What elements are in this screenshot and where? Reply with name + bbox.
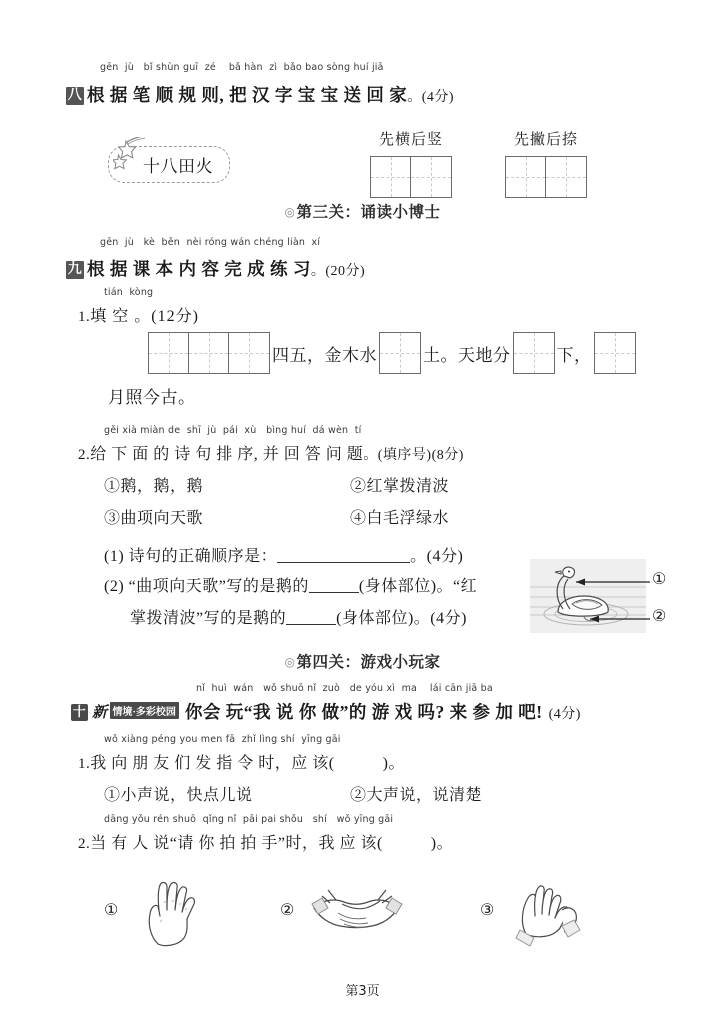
q9-2-sub-1 bbox=[104, 543, 463, 566]
grid-cell[interactable] bbox=[189, 333, 229, 373]
answer-grid-d[interactable] bbox=[594, 332, 636, 374]
q10-2-index: 2. bbox=[78, 836, 91, 852]
sub-1-text: (1) 诗句的正确顺序是： bbox=[104, 548, 278, 565]
q9-1-pinyin: tián kòng bbox=[104, 287, 154, 298]
sub-1-score: 。(4分) bbox=[410, 548, 464, 565]
section-10-pinyin: nǐ huì wán wǒ shuō nǐ zuò de yóu xì ma lái cān jiā ba bbox=[196, 683, 493, 694]
section-8-heading bbox=[66, 82, 454, 107]
q9-2-score: 。(填序号)(8分) bbox=[363, 448, 464, 463]
grid-cell[interactable] bbox=[506, 157, 546, 197]
stroke-column-1-grid[interactable] bbox=[370, 156, 452, 198]
answer-grid-c[interactable] bbox=[513, 332, 555, 374]
section-8-title: 根 据 笔 顺 规 则, 把 汉 字 宝 宝 送 回 家 bbox=[87, 85, 408, 105]
sub-2-text-d: (身体部位)。(4分) bbox=[336, 610, 467, 627]
fill-text-a: 四五，金木水 bbox=[272, 345, 377, 365]
answer-blank[interactable] bbox=[277, 547, 410, 563]
grid-cell[interactable] bbox=[371, 157, 411, 197]
stroke-column-2-label: 先撇后捺 bbox=[513, 132, 578, 148]
grid-cell[interactable] bbox=[514, 333, 554, 373]
q9-1-index: 1. bbox=[78, 309, 91, 325]
q10-2-text-a: 当 有 人 说“请 你 拍 拍 手”时，我 应 该( bbox=[90, 835, 383, 852]
section-9-score: 。(20分) bbox=[310, 264, 366, 279]
poem-line-4: ④白毛浮绿水 bbox=[350, 510, 450, 527]
q10-1-option-1[interactable]: ①小声说，快点儿说 bbox=[104, 787, 253, 804]
gate-4-marker: ◎ bbox=[284, 655, 296, 669]
q10-2-text-b: )。 bbox=[430, 835, 454, 852]
grid-cell[interactable] bbox=[380, 333, 420, 373]
open-palms-icon bbox=[134, 880, 204, 948]
swan-label-2: ② bbox=[652, 608, 667, 625]
answer-blank[interactable] bbox=[286, 609, 336, 625]
answer-grid-b[interactable] bbox=[379, 332, 421, 374]
stroke-column-1-label: 先横后竖 bbox=[378, 132, 443, 148]
gate-4-label: 第四关：游戏小玩家 bbox=[296, 654, 441, 671]
q9-2-pinyin: gěi xià miàn de shī jù pái xù bìng huí dá wèn tí bbox=[104, 425, 362, 436]
q10-1-option-2[interactable]: ②大声说，说清楚 bbox=[350, 787, 483, 804]
sub-2-text-c: 掌拨清波”写的是鹅的 bbox=[130, 610, 287, 627]
gesture-label-1: ① bbox=[104, 902, 119, 919]
stroke-column-1 bbox=[370, 128, 452, 198]
star-icon bbox=[113, 137, 147, 171]
q10-1-pinyin: wǒ xiàng péng you men fā zhǐ lìng shí yīng gāi bbox=[104, 734, 341, 745]
section-9-pinyin: gēn jù kè běn nèi róng wán chéng liàn xí bbox=[100, 237, 321, 248]
section-8-number: 八 bbox=[67, 88, 83, 103]
q9-2-sub-2-line-2 bbox=[130, 605, 467, 628]
q10-1-index: 1. bbox=[78, 756, 91, 772]
answer-grid-a[interactable] bbox=[148, 332, 270, 374]
answer-blank[interactable] bbox=[309, 577, 359, 593]
q9-1-title: 填 空 。(12分) bbox=[90, 308, 199, 325]
section-9-number: 九 bbox=[67, 262, 83, 277]
q9-2-index: 2. bbox=[78, 447, 91, 463]
gate-3-header bbox=[0, 200, 725, 222]
q9-2-heading bbox=[78, 441, 464, 464]
grid-cell[interactable] bbox=[149, 333, 189, 373]
grid-cell[interactable] bbox=[229, 333, 269, 373]
q9-1-fill-row bbox=[148, 332, 636, 374]
section-8-pinyin: gēn jù bǐ shùn guī zé bǎ hàn zì bǎo bao sòng huí jiā bbox=[100, 62, 384, 73]
page-footer: 第3页 bbox=[345, 984, 380, 999]
poem-line-2: ②红掌拨清波 bbox=[350, 478, 450, 495]
section-10-heading bbox=[71, 699, 581, 724]
section-10-title: 你会 玩“我 说 你 做”的 游 戏 吗? 来 参 加 吧! bbox=[184, 702, 543, 722]
q9-1-fill-row-2: 月照今古。 bbox=[108, 388, 196, 407]
q9-2-title: 给 下 面 的 诗 句 排 序, 并 回 答 问 题 bbox=[90, 446, 364, 463]
section-8-score: 。(4分) bbox=[407, 90, 455, 105]
section-10-number: 十 bbox=[72, 704, 87, 719]
q10-2-pinyin: dāng yǒu rén shuō qǐng nǐ pāi pai shǒu shí wǒ yīng gāi bbox=[104, 814, 394, 825]
q10-1-text-a: 我 向 朋 友 们 发 指 令 时，应 该( bbox=[90, 755, 335, 772]
gate-4-header bbox=[0, 650, 725, 672]
fill-text-c: 下， bbox=[556, 345, 592, 365]
sub-2-text-a: (2) “曲项向天歌”写的是鹅的 bbox=[104, 578, 309, 595]
q10-1-line bbox=[78, 750, 405, 773]
section-10-score: (4分) bbox=[548, 707, 581, 722]
word-bank-box bbox=[108, 146, 230, 183]
stroke-column-2 bbox=[505, 128, 587, 198]
q9-2-sub-2-line-1 bbox=[104, 573, 477, 596]
swan-illustration bbox=[528, 557, 678, 635]
clapping-hands-icon bbox=[510, 880, 588, 948]
sub-2-text-b: (身体部位)。“红 bbox=[358, 578, 478, 595]
gate-3-label: 第三关：诵读小博士 bbox=[296, 204, 441, 221]
swan-label-1: ① bbox=[652, 571, 667, 588]
word-bank-chars: 十八田火 bbox=[143, 157, 213, 176]
q9-1-heading bbox=[78, 303, 199, 326]
grid-cell[interactable] bbox=[595, 333, 635, 373]
gesture-label-3: ③ bbox=[480, 902, 495, 919]
gate-3-marker: ◎ bbox=[284, 205, 296, 219]
stroke-column-2-grid[interactable] bbox=[505, 156, 587, 198]
word-bank bbox=[108, 146, 230, 183]
section-9-title: 根 据 课 本 内 容 完 成 练 习 bbox=[87, 259, 311, 279]
new-context-badge-tag: 情境·多彩校园 bbox=[110, 702, 179, 719]
section-9-heading bbox=[66, 256, 365, 281]
poem-line-3: ③曲项向天歌 bbox=[104, 510, 204, 527]
fill-text-b: 土。天地分 bbox=[423, 345, 511, 365]
q10-1-text-b: )。 bbox=[382, 755, 405, 772]
grid-cell[interactable] bbox=[411, 157, 451, 197]
handshake-icon bbox=[308, 880, 406, 942]
grid-cell[interactable] bbox=[546, 157, 586, 197]
new-context-badge-xin: 新 bbox=[92, 705, 108, 721]
poem-line-1: ①鹅，鹅，鹅 bbox=[104, 478, 204, 495]
gesture-label-2: ② bbox=[280, 902, 295, 919]
q10-2-line bbox=[78, 830, 453, 853]
